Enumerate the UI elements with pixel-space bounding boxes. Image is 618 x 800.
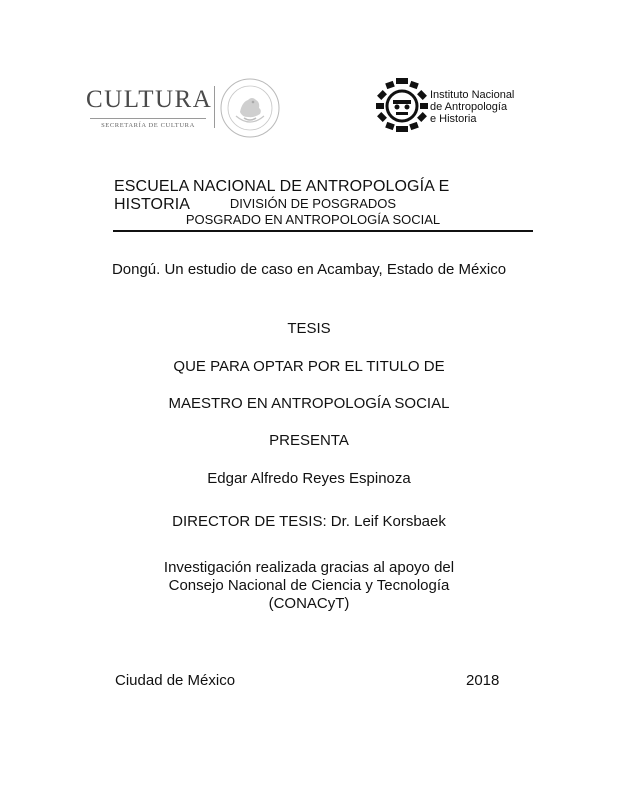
author-name: Edgar Alfredo Reyes Espinoza: [207, 470, 411, 487]
inah-logo: [374, 76, 544, 136]
cultura-logo: [86, 82, 226, 142]
program-name: POSGRADO EN ANTROPOLOGÍA SOCIAL: [185, 212, 441, 227]
cultura-wordmark: CULTURA: [86, 86, 213, 113]
funding-line: Investigación realizada gracias al apoyo del: [163, 559, 455, 576]
cultura-rule: [90, 118, 206, 119]
header-divider: [113, 230, 533, 232]
city: Ciudad de México: [115, 672, 236, 689]
inah-name: [430, 89, 546, 125]
degree-line-1: QUE PARA OPTAR POR EL TITULO DE: [173, 358, 445, 375]
presenta-line: PRESENTA: [269, 432, 349, 449]
mexican-seal-icon: [218, 76, 282, 140]
inah-line: de Antropología: [430, 101, 508, 113]
funding-acknowledgement: [0, 559, 618, 613]
thesis-title: Dongú. Un estudio de caso en Acambay, Estado de México: [111, 261, 507, 278]
cultura-divider: [214, 86, 215, 128]
funding-line: (CONACyT): [268, 595, 350, 612]
inah-line: e Historia: [430, 113, 477, 125]
funding-line: Consejo Nacional de Ciencia y Tecnología: [168, 577, 450, 594]
inah-line: Instituto Nacional: [430, 89, 515, 101]
year: 2018: [466, 672, 500, 689]
thesis-director: DIRECTOR DE TESIS: Dr. Leif Korsbaek: [172, 513, 446, 530]
school-name: ESCUELA NACIONAL DE ANTROPOLOGÍA E HISTORIA: [114, 178, 450, 213]
document-type: TESIS: [287, 320, 331, 337]
inah-emblem-icon: [374, 76, 430, 134]
cultura-subtitle: SECRETARÍA DE CULTURA: [101, 122, 195, 129]
division-name: DIVISIÓN DE POSGRADOS: [229, 196, 397, 211]
degree-line-2: MAESTRO EN ANTROPOLOGÍA SOCIAL: [168, 395, 450, 412]
